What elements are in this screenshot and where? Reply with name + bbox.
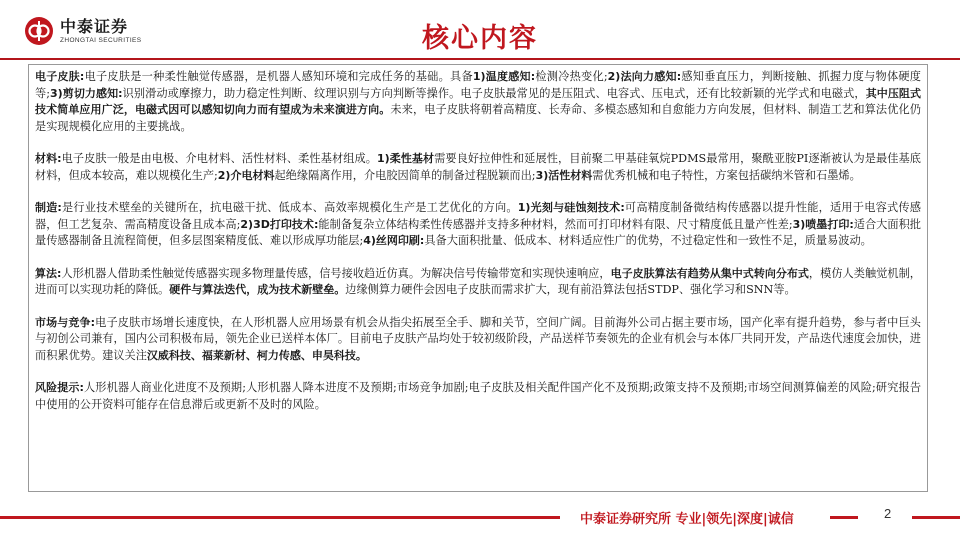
bold-text: 2)3D打印技术: — [240, 217, 319, 231]
logo-name-cn: 中泰证券 — [60, 16, 129, 36]
bold-text: 3)活性材料 — [535, 168, 593, 182]
body-text: 适合大面积批量传感器制备且流程简便，但多层图案精度低、难以形成厚功能层; — [35, 217, 921, 247]
body-text: 是行业技术壁垒的关键所在，抗电磁干扰、低成本、高效率规模化生产是工艺优化的方向。 — [61, 201, 518, 214]
paragraph — [35, 380, 921, 413]
bold-text: 1)柔性基材 — [377, 152, 435, 165]
body-text: 人形机器人借助柔性触觉传感器实现多物理量传感，信号接收趋近仿真。为解决信号传输带宽和实现快速响应， — [61, 266, 611, 280]
body-text: 感知垂直压力，判断接触、抓握力度与物体硬度等; — [35, 70, 921, 100]
bold-text: 电子皮肤算法有趋势从集中式转向分布式 — [610, 266, 809, 280]
body-text: 识别滑动或摩擦力，助力稳定性判断、纹理识别与方向判断等操作。电子皮肤最常见的是压阻式、电容式、压电式，还有比较新颖的光学式和电磁式， — [122, 86, 866, 100]
bold-text: 1)光刻与硅蚀刻技术: — [517, 201, 625, 214]
bold-text: 3)剪切力感知: — [50, 86, 123, 100]
bold-text: 2)介电材料 — [217, 168, 275, 182]
body-text: 边缘侧算力硬件会因电子皮肤而需求扩大，现有前沿算法包括STDP、强化学习和SNN等。 — [345, 283, 796, 296]
bold-text: 1)温度感知: — [472, 70, 536, 83]
body-text: 需要良好拉伸性和延展性，目前聚二甲基硅氧烷PDMS最常用，聚酰亚胺PI逐渐被认为是最佳基底材料，但成本较高，难以规模化生产; — [35, 152, 921, 182]
bold-text: 2)法向力感知: — [607, 70, 682, 83]
body-text: 能制备复杂立体结构柔性传感器并支持多种材料，然而可打印材料有限、尺寸精度低且量产性差; — [318, 217, 793, 231]
paragraph — [35, 69, 921, 135]
bold-text: 制造: — [35, 201, 62, 214]
page-number: 2 — [884, 506, 892, 521]
footer — [0, 508, 960, 528]
bold-text: 材料: — [35, 152, 62, 165]
bold-text: 电子皮肤: — [35, 70, 85, 83]
body-text: 电子皮肤一般是由电极、介电材料、活性材料、柔性基材组成。 — [61, 152, 378, 165]
body-text: 可高精度制备微结构传感器以提升性能，适用于电容式传感器，但工艺复杂、需高精度设备且成本高; — [35, 201, 921, 231]
bold-text: 4)丝网印刷: — [363, 234, 425, 247]
header-divider — [0, 58, 960, 60]
logo-name-en: ZHONGTAI SECURITIES — [60, 36, 142, 44]
body-text: ，模仿人类触觉机制，进而可以实现功耗的降低。 — [35, 266, 921, 296]
bold-text: 汉威科技、福莱新材、柯力传感、申昊科技。 — [146, 348, 367, 362]
paragraph — [35, 200, 921, 250]
bold-text: 硬件与算法迭代，成为技术新壁垒。 — [169, 283, 346, 296]
footer-rule-right — [830, 516, 858, 519]
paragraph — [35, 315, 921, 365]
paragraph — [35, 266, 921, 299]
body-text: 具备大面积批量、低成本、材料适应性广的优势，不过稳定性和一致性不足，质量易波动。 — [424, 234, 872, 247]
body-text: 未来，电子皮肤将朝着高精度、长寿命、多模态感知和自愈能力方向发展，但材料、制造工艺和算法优化仍是实现规模化应用的主要挑战。 — [35, 103, 921, 133]
paragraph — [35, 151, 921, 184]
page-title: 核心内容 — [422, 23, 538, 54]
body-text: 人形机器人商业化进度不及预期;人形机器人降本进度不及预期;市场竞争加剧;电子皮肤及相关配件国产化不及预期;政策支持不及预期;市场空间测算偏差的风险;研究报告中使用的公开资料可能存在信息滞后或更新不及时的风险。 — [35, 381, 922, 411]
bold-text: 算法: — [35, 266, 62, 280]
bold-text: 3)喷墨打印: — [792, 217, 854, 231]
bold-text: 市场与竞争: — [35, 315, 96, 329]
body-text: 电子皮肤是一种柔性触觉传感器，是机器人感知环境和完成任务的基础。具备 — [84, 70, 473, 83]
body-text: 电子皮肤市场增长速度快，在人形机器人应用场景有机会从指尖拓展至全手、脚和关节，空间广阔。目前海外公司占据主要市场，国产化率有提升趋势，参与者中巨头与初创公司兼有，国内公司积极布局，领先企业已送样本体厂。目前电子皮肤产品均处于较初级阶段，产品送样节奏领先的企业有机会与本体厂共同开发，产品迭代速度会加快，进而积累优势。建议关注 — [35, 315, 921, 362]
bold-text: 其中压阻式技术简单应用广泛，电磁式因可以感知切向力而有望成为未来演进方向。 — [35, 86, 921, 116]
body-text: 需优秀机械和电子特性，方案包括碳纳米管和石墨烯。 — [592, 168, 861, 182]
footer-slogan: 中泰证券研究所 专业|领先|深度|诚信 — [580, 512, 794, 527]
body-text: 检测冷热变化; — [535, 70, 608, 83]
body-text: 起绝缘隔离作用，介电胶因简单的制备过程脱颖而出; — [274, 168, 536, 182]
footer-rule-left — [0, 516, 560, 519]
bold-text: 风险提示: — [35, 381, 84, 394]
footer-rule-end — [912, 516, 960, 519]
content-box — [28, 64, 928, 492]
